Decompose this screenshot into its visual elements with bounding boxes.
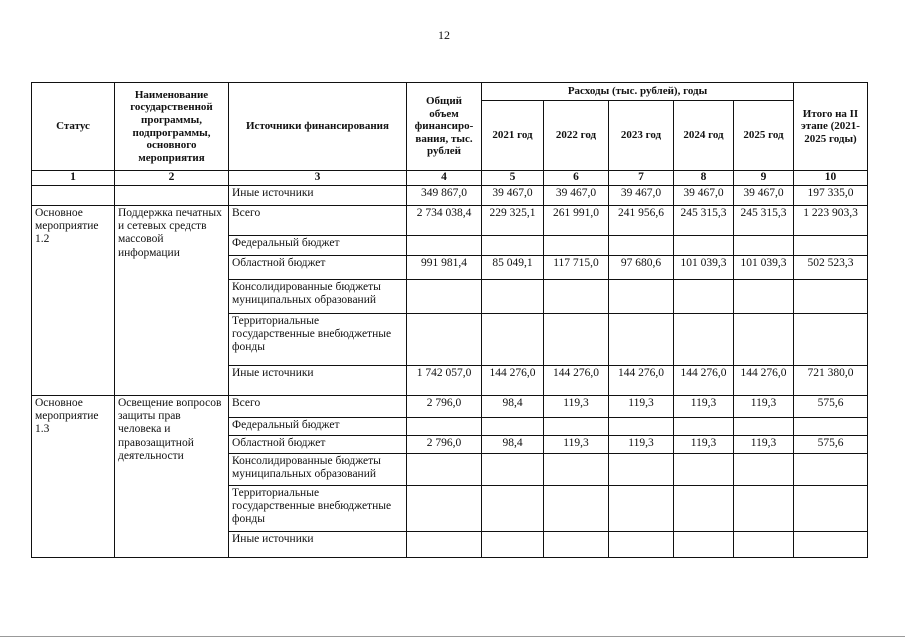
value-cell (482, 486, 544, 532)
header-year: 2024 год (674, 101, 734, 171)
value-cell: 502 523,3 (794, 256, 868, 280)
column-number: 10 (794, 171, 868, 186)
value-cell: 98,4 (482, 436, 544, 454)
activity-status: Основное мероприятие 1.2 (32, 206, 115, 396)
table-row (32, 186, 868, 206)
value-cell: 101 039,3 (674, 256, 734, 280)
value-cell (407, 418, 482, 436)
source-cell: Территориальные государственные внебюджетные фонды (229, 314, 407, 366)
value-cell: 119,3 (609, 436, 674, 454)
value-cell (674, 532, 734, 558)
value-cell: 39 467,0 (609, 186, 674, 206)
value-cell (544, 280, 609, 314)
source-cell: Всего (229, 206, 407, 236)
value-cell (609, 236, 674, 256)
source-cell: Федеральный бюджет (229, 236, 407, 256)
value-cell (794, 236, 868, 256)
value-cell (794, 532, 868, 558)
value-cell: 2 796,0 (407, 436, 482, 454)
value-cell: 575,6 (794, 436, 868, 454)
value-cell: 229 325,1 (482, 206, 544, 236)
header-name: Наименование государственной программы, подпрограммы, основного мероприятия (115, 83, 229, 171)
header-year: 2021 год (482, 101, 544, 171)
value-cell (609, 418, 674, 436)
value-cell: 98,4 (482, 396, 544, 418)
source-cell: Иные источники (229, 532, 407, 558)
column-number: 6 (544, 171, 609, 186)
header-status: Статус (32, 83, 115, 171)
name-cell (115, 186, 229, 206)
value-cell: 197 335,0 (794, 186, 868, 206)
value-cell (794, 418, 868, 436)
value-cell (734, 314, 794, 366)
column-number: 3 (229, 171, 407, 186)
source-cell: Иные источники (229, 366, 407, 396)
value-cell: 39 467,0 (734, 186, 794, 206)
value-cell (794, 454, 868, 486)
value-cell: 144 276,0 (544, 366, 609, 396)
value-cell: 119,3 (674, 396, 734, 418)
column-number: 1 (32, 171, 115, 186)
header-year: 2023 год (609, 101, 674, 171)
value-cell (609, 280, 674, 314)
source-cell: Областной бюджет (229, 436, 407, 454)
value-cell (482, 532, 544, 558)
table-row (32, 396, 868, 418)
value-cell (544, 236, 609, 256)
table-header (32, 83, 868, 186)
source-cell: Территориальные государственные внебюджетные фонды (229, 486, 407, 532)
value-cell: 119,3 (734, 436, 794, 454)
value-cell: 39 467,0 (544, 186, 609, 206)
value-cell: 144 276,0 (674, 366, 734, 396)
value-cell (407, 314, 482, 366)
value-cell (794, 280, 868, 314)
value-cell: 144 276,0 (609, 366, 674, 396)
value-cell: 991 981,4 (407, 256, 482, 280)
value-cell (482, 280, 544, 314)
column-number: 5 (482, 171, 544, 186)
value-cell: 101 039,3 (734, 256, 794, 280)
value-cell: 1 742 057,0 (407, 366, 482, 396)
value-cell (609, 532, 674, 558)
source-cell: Консолидированные бюджеты муниципальных образований (229, 280, 407, 314)
value-cell (674, 280, 734, 314)
value-cell: 575,6 (794, 396, 868, 418)
source-cell: Консолидированные бюджеты муниципальных образований (229, 454, 407, 486)
value-cell: 241 956,6 (609, 206, 674, 236)
value-cell (734, 236, 794, 256)
value-cell (794, 314, 868, 366)
value-cell (544, 454, 609, 486)
value-cell (609, 314, 674, 366)
value-cell: 1 223 903,3 (794, 206, 868, 236)
value-cell: 119,3 (609, 396, 674, 418)
value-cell: 261 991,0 (544, 206, 609, 236)
column-number: 8 (674, 171, 734, 186)
value-cell (674, 236, 734, 256)
value-cell: 39 467,0 (482, 186, 544, 206)
status-cell (32, 186, 115, 206)
value-cell: 349 867,0 (407, 186, 482, 206)
value-cell (734, 532, 794, 558)
value-cell: 2 796,0 (407, 396, 482, 418)
value-cell: 119,3 (544, 396, 609, 418)
value-cell (734, 280, 794, 314)
value-cell: 144 276,0 (734, 366, 794, 396)
value-cell: 721 380,0 (794, 366, 868, 396)
source-cell: Иные источники (229, 186, 407, 206)
value-cell: 85 049,1 (482, 256, 544, 280)
value-cell (794, 486, 868, 532)
value-cell (407, 280, 482, 314)
value-cell: 97 680,6 (609, 256, 674, 280)
value-cell (482, 454, 544, 486)
column-number-row (32, 171, 868, 186)
activity-name: Освещение вопросов защиты прав человека и правозащитной деятельности (115, 396, 229, 558)
header-stage-total: Итого на II этапе (2021-2025 годы) (794, 83, 868, 171)
column-number: 4 (407, 171, 482, 186)
value-cell (544, 314, 609, 366)
value-cell (734, 418, 794, 436)
value-cell: 2 734 038,4 (407, 206, 482, 236)
value-cell: 245 315,3 (674, 206, 734, 236)
value-cell: 119,3 (544, 436, 609, 454)
value-cell (482, 314, 544, 366)
value-cell: 117 715,0 (544, 256, 609, 280)
value-cell (674, 454, 734, 486)
activity-status: Основное мероприятие 1.3 (32, 396, 115, 558)
table-row (32, 206, 868, 236)
header-expenses: Расходы (тыс. рублей), годы (482, 83, 794, 101)
value-cell: 119,3 (674, 436, 734, 454)
column-number: 2 (115, 171, 229, 186)
header-total-volume: Общий объем финансиро-вания, тыс. рублей (407, 83, 482, 171)
column-number: 7 (609, 171, 674, 186)
page-bottom-rule (0, 636, 905, 637)
value-cell (407, 236, 482, 256)
value-cell (609, 486, 674, 532)
source-cell: Всего (229, 396, 407, 418)
value-cell: 39 467,0 (674, 186, 734, 206)
value-cell (674, 314, 734, 366)
source-cell: Областной бюджет (229, 256, 407, 280)
budget-table (31, 82, 868, 558)
value-cell (544, 418, 609, 436)
value-cell: 144 276,0 (482, 366, 544, 396)
value-cell (609, 454, 674, 486)
value-cell (734, 486, 794, 532)
value-cell (482, 236, 544, 256)
value-cell (407, 532, 482, 558)
header-year: 2025 год (734, 101, 794, 171)
value-cell (407, 454, 482, 486)
value-cell (674, 418, 734, 436)
value-cell (734, 454, 794, 486)
value-cell (482, 418, 544, 436)
value-cell (407, 486, 482, 532)
value-cell (674, 486, 734, 532)
value-cell (544, 486, 609, 532)
column-number: 9 (734, 171, 794, 186)
value-cell (544, 532, 609, 558)
value-cell: 245 315,3 (734, 206, 794, 236)
page-number: 12 (438, 28, 450, 42)
activity-name: Поддержка печатных и сетевых средств массовой информации (115, 206, 229, 396)
value-cell: 119,3 (734, 396, 794, 418)
header-sources: Источники финансирования (229, 83, 407, 171)
header-year: 2022 год (544, 101, 609, 171)
source-cell: Федеральный бюджет (229, 418, 407, 436)
